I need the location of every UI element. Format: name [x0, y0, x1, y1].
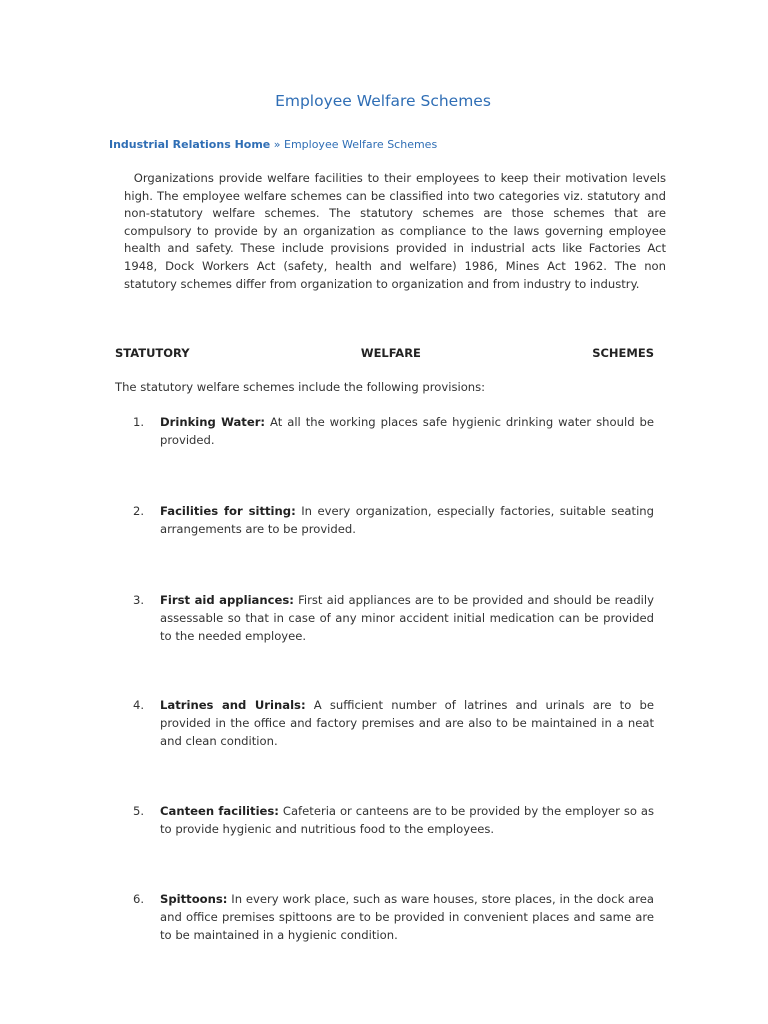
breadcrumb-separator: »: [273, 138, 281, 151]
list-item-text: Cafeteria or canteens are to be provided by the employer so as to provide hygienic and nutritious food to the employees.: [160, 804, 654, 836]
list-item: [133, 803, 654, 839]
list-item-number: 2.: [133, 504, 145, 518]
list-item-term: Spittoons:: [160, 892, 228, 906]
list-item-text: First aid appliances are to be provided and should be readily assessable so that in case of any minor accident initial medication can be provided to the needed employee.: [160, 593, 654, 643]
list-item-number: 3.: [133, 593, 145, 607]
list-item-body: [160, 697, 654, 750]
breadcrumb: [109, 138, 437, 151]
intro-text: Organizations provide welfare facilities to their employees to keep their motivation levels high. The employee welfare schemes can be classified into two categories viz. statutory and non-statutory welfare schemes. The statutory schemes are those schemes that are compulsory to provide by an organization as compliance to the laws governing employee health and safety. These include provisions provided in industrial acts like Factories Act 1948, Dock Workers Act (safety, health and welfare) 1986, Mines Act 1962. The non statutory schemes differ from organization to organization and from industry to industry.: [124, 171, 666, 291]
list-item-text: A sufficient number of latrines and urinals are to be provided in the office and factory premises and are also to be maintained in a neat and clean condition.: [160, 698, 654, 748]
breadcrumb-home-link[interactable]: Industrial Relations Home: [109, 138, 271, 151]
list-item-term: Latrines and Urinals:: [160, 698, 306, 712]
list-item-term: Canteen facilities:: [160, 804, 279, 818]
list-item-body: [160, 891, 654, 944]
list-item-body: [160, 414, 654, 450]
list-item: [133, 891, 654, 944]
list-item-term: Facilities for sitting:: [160, 504, 296, 518]
list-item-body: [160, 503, 654, 539]
list-item: [133, 592, 654, 645]
page-title: Employee Welfare Schemes: [275, 92, 491, 110]
section-heading: [115, 346, 654, 360]
intro-paragraph: [124, 170, 666, 293]
list-item-number: 4.: [133, 698, 145, 712]
list-item-term: First aid appliances:: [160, 593, 294, 607]
list-item-term: Drinking Water:: [160, 415, 266, 429]
list-item-number: 1.: [133, 415, 145, 429]
list-item-body: [160, 592, 654, 645]
section-lead: The statutory welfare schemes include the following provisions:: [115, 380, 486, 394]
list-item-text: In every organization, especially factories, suitable seating arrangements are to be provided.: [160, 504, 655, 536]
section-heading-word: SCHEMES: [592, 346, 654, 360]
section-heading-word: WELFARE: [360, 346, 421, 360]
list-item-number: 5.: [133, 804, 145, 818]
list-item: [133, 503, 654, 539]
list-item-text: At all the working places safe hygienic drinking water should be provided.: [160, 415, 654, 447]
list-item-number: 6.: [133, 892, 145, 906]
list-item-text: In every work place, such as ware houses, store places, in the dock area and office premises spittoons are to be provided in convenient places and same are to be maintained in a hygienic condition.: [160, 892, 654, 942]
list-item: [133, 414, 654, 450]
list-item: [133, 697, 654, 750]
breadcrumb-current: Employee Welfare Schemes: [284, 138, 438, 151]
section-heading-word: STATUTORY: [115, 346, 190, 360]
list-item-body: [160, 803, 654, 839]
